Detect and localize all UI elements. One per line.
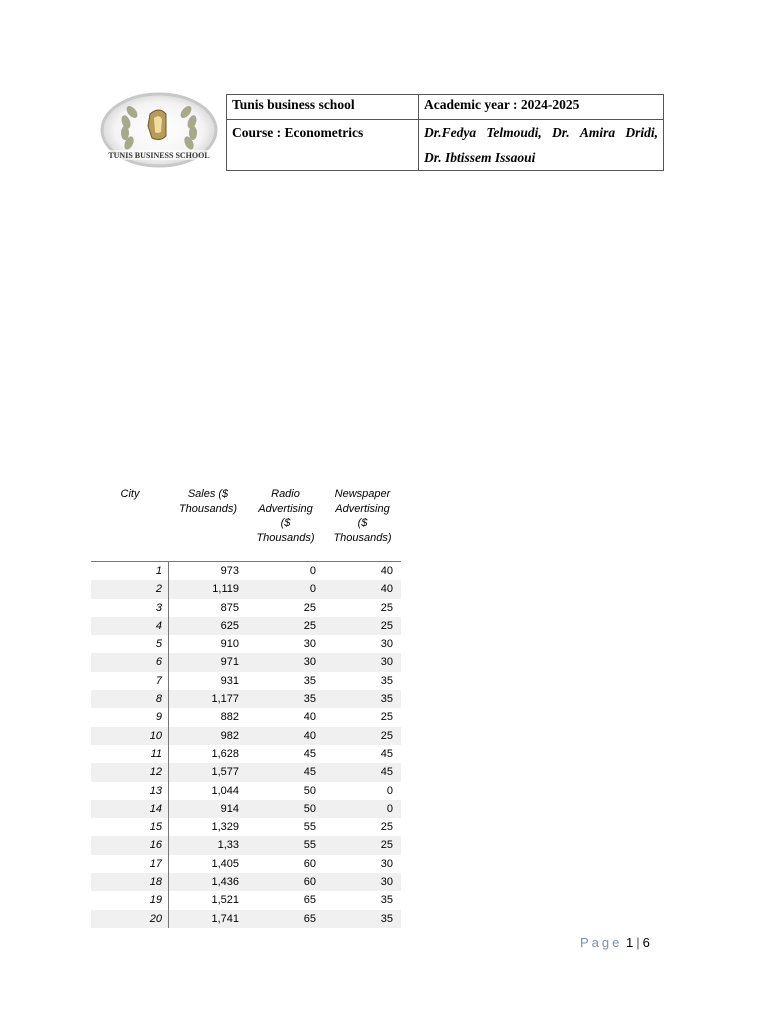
cell-radio: 45 — [303, 766, 316, 779]
cell-radio: 60 — [303, 857, 316, 870]
cell-newspaper: 30 — [380, 876, 393, 889]
cell-radio: 0 — [309, 583, 316, 596]
cell-radio: 40 — [303, 711, 316, 724]
cell-newspaper: 0 — [386, 784, 393, 797]
cell-radio: 35 — [303, 693, 316, 706]
cell-newspaper: 25 — [380, 839, 393, 852]
cell-sales: 1,521 — [211, 894, 239, 907]
cell-sales: 910 — [220, 638, 239, 651]
cell-newspaper: 0 — [386, 802, 393, 815]
instructors — [419, 120, 664, 171]
cell-newspaper: 30 — [380, 857, 393, 870]
table-row — [91, 727, 401, 745]
cell-sales: 982 — [220, 729, 239, 742]
page-number: 1 — [626, 935, 634, 950]
table-row — [91, 855, 401, 873]
cell-radio: 0 — [309, 565, 316, 577]
table-header — [91, 487, 401, 562]
table-row — [91, 763, 401, 781]
table-row — [91, 599, 401, 617]
cell-city: 17 — [91, 855, 169, 873]
cell-sales: 1,33 — [217, 839, 239, 852]
instructors-line-2: Dr. Ibtissem Issaoui — [424, 150, 536, 165]
cell-city: 18 — [91, 873, 169, 891]
cell-radio: 50 — [303, 784, 316, 797]
table-row — [91, 800, 401, 818]
header-newspaper: Newspaper Advertising ($ Thousands) — [333, 488, 392, 544]
course-header-table — [226, 94, 664, 171]
cell-city: 9 — [91, 708, 169, 726]
advertising-data-table — [91, 487, 401, 928]
cell-city: 1 — [91, 562, 169, 580]
table-row — [91, 891, 401, 909]
cell-city: 14 — [91, 800, 169, 818]
instructors-word: Amira — [579, 125, 616, 140]
cell-newspaper: 35 — [380, 912, 393, 925]
cell-city: 8 — [91, 690, 169, 708]
cell-city: 19 — [91, 891, 169, 909]
table-row — [91, 653, 401, 671]
table-row — [91, 708, 401, 726]
cell-newspaper: 35 — [380, 693, 393, 706]
header-radio: Radio Advertising ($ Thousands) — [256, 488, 315, 544]
cell-city: 2 — [91, 580, 169, 598]
cell-city: 11 — [91, 745, 169, 763]
cell-radio: 35 — [303, 674, 316, 687]
table-row — [91, 580, 401, 598]
academic-year: Academic year : 2024-2025 — [419, 95, 664, 120]
cell-sales: 1,741 — [211, 912, 239, 925]
cell-city: 20 — [91, 910, 169, 928]
cell-sales: 875 — [220, 601, 239, 614]
table-row — [91, 617, 401, 635]
instructors-word: Dr. — [551, 125, 570, 140]
cell-radio: 25 — [303, 601, 316, 614]
table-row — [91, 562, 401, 580]
cell-sales: 914 — [220, 802, 239, 815]
cell-city: 3 — [91, 599, 169, 617]
cell-radio: 60 — [303, 876, 316, 889]
cell-radio: 25 — [303, 619, 316, 632]
table-row — [91, 873, 401, 891]
cell-sales: 1,628 — [211, 747, 239, 760]
cell-newspaper: 25 — [380, 821, 393, 834]
cell-sales: 1,119 — [212, 583, 239, 596]
page-footer — [580, 935, 650, 950]
cell-city: 16 — [91, 836, 169, 854]
cell-sales: 931 — [220, 674, 239, 687]
instructors-word: Dridi, — [625, 125, 658, 140]
cell-city: 15 — [91, 818, 169, 836]
cell-newspaper: 25 — [380, 619, 393, 632]
cell-city: 13 — [91, 782, 169, 800]
table-row — [91, 635, 401, 653]
cell-city: 10 — [91, 727, 169, 745]
cell-sales: 1,577 — [211, 766, 239, 779]
cell-city: 12 — [91, 763, 169, 781]
cell-newspaper: 35 — [380, 674, 393, 687]
table-row — [91, 745, 401, 763]
total-pages: 6 — [642, 935, 650, 950]
cell-radio: 30 — [303, 638, 316, 651]
page-separator: | — [636, 935, 640, 950]
course-name: Course : Econometrics — [227, 120, 419, 171]
cell-city: 7 — [91, 672, 169, 690]
cell-newspaper: 25 — [380, 601, 393, 614]
page-label: Page — [580, 935, 623, 950]
instructors-word: Dr.Fedya — [424, 125, 477, 140]
cell-sales: 971 — [220, 656, 239, 669]
cell-sales: 1,044 — [211, 784, 239, 797]
cell-newspaper: 40 — [380, 565, 393, 577]
cell-newspaper: 30 — [380, 638, 393, 651]
cell-newspaper: 35 — [380, 894, 393, 907]
table-row — [91, 782, 401, 800]
cell-radio: 55 — [303, 839, 316, 852]
table-row — [91, 672, 401, 690]
cell-radio: 50 — [303, 802, 316, 815]
table-row — [91, 690, 401, 708]
cell-radio: 45 — [303, 747, 316, 760]
cell-sales: 1,405 — [211, 857, 239, 870]
cell-sales: 882 — [220, 711, 239, 724]
cell-radio: 55 — [303, 821, 316, 834]
school-logo — [100, 92, 218, 170]
cell-city: 5 — [91, 635, 169, 653]
logo-text: TUNIS BUSINESS SCHOOL — [108, 151, 210, 160]
cell-newspaper: 45 — [380, 766, 393, 779]
cell-city: 4 — [91, 617, 169, 635]
school-name: Tunis business school — [227, 95, 419, 120]
instructors-word: Telmoudi, — [486, 125, 542, 140]
cell-radio: 40 — [303, 729, 316, 742]
cell-sales: 625 — [220, 619, 239, 632]
cell-sales: 1,177 — [211, 693, 239, 706]
cell-sales: 1,329 — [211, 821, 239, 834]
cell-radio: 30 — [303, 656, 316, 669]
table-row — [91, 836, 401, 854]
cell-newspaper: 25 — [380, 729, 393, 742]
cell-newspaper: 45 — [380, 747, 393, 760]
table-row — [91, 910, 401, 928]
cell-radio: 65 — [303, 894, 316, 907]
cell-sales: 1,436 — [211, 876, 239, 889]
cell-sales: 973 — [220, 565, 239, 577]
cell-newspaper: 25 — [380, 711, 393, 724]
instructors-line-1 — [424, 120, 658, 145]
header-city: City — [120, 488, 140, 500]
cell-city: 6 — [91, 653, 169, 671]
cell-newspaper: 30 — [380, 656, 393, 669]
table-row — [91, 818, 401, 836]
table-body — [91, 562, 401, 928]
cell-radio: 65 — [303, 912, 316, 925]
cell-newspaper: 40 — [380, 583, 393, 596]
header-sales: Sales ($ Thousands) — [178, 488, 238, 515]
